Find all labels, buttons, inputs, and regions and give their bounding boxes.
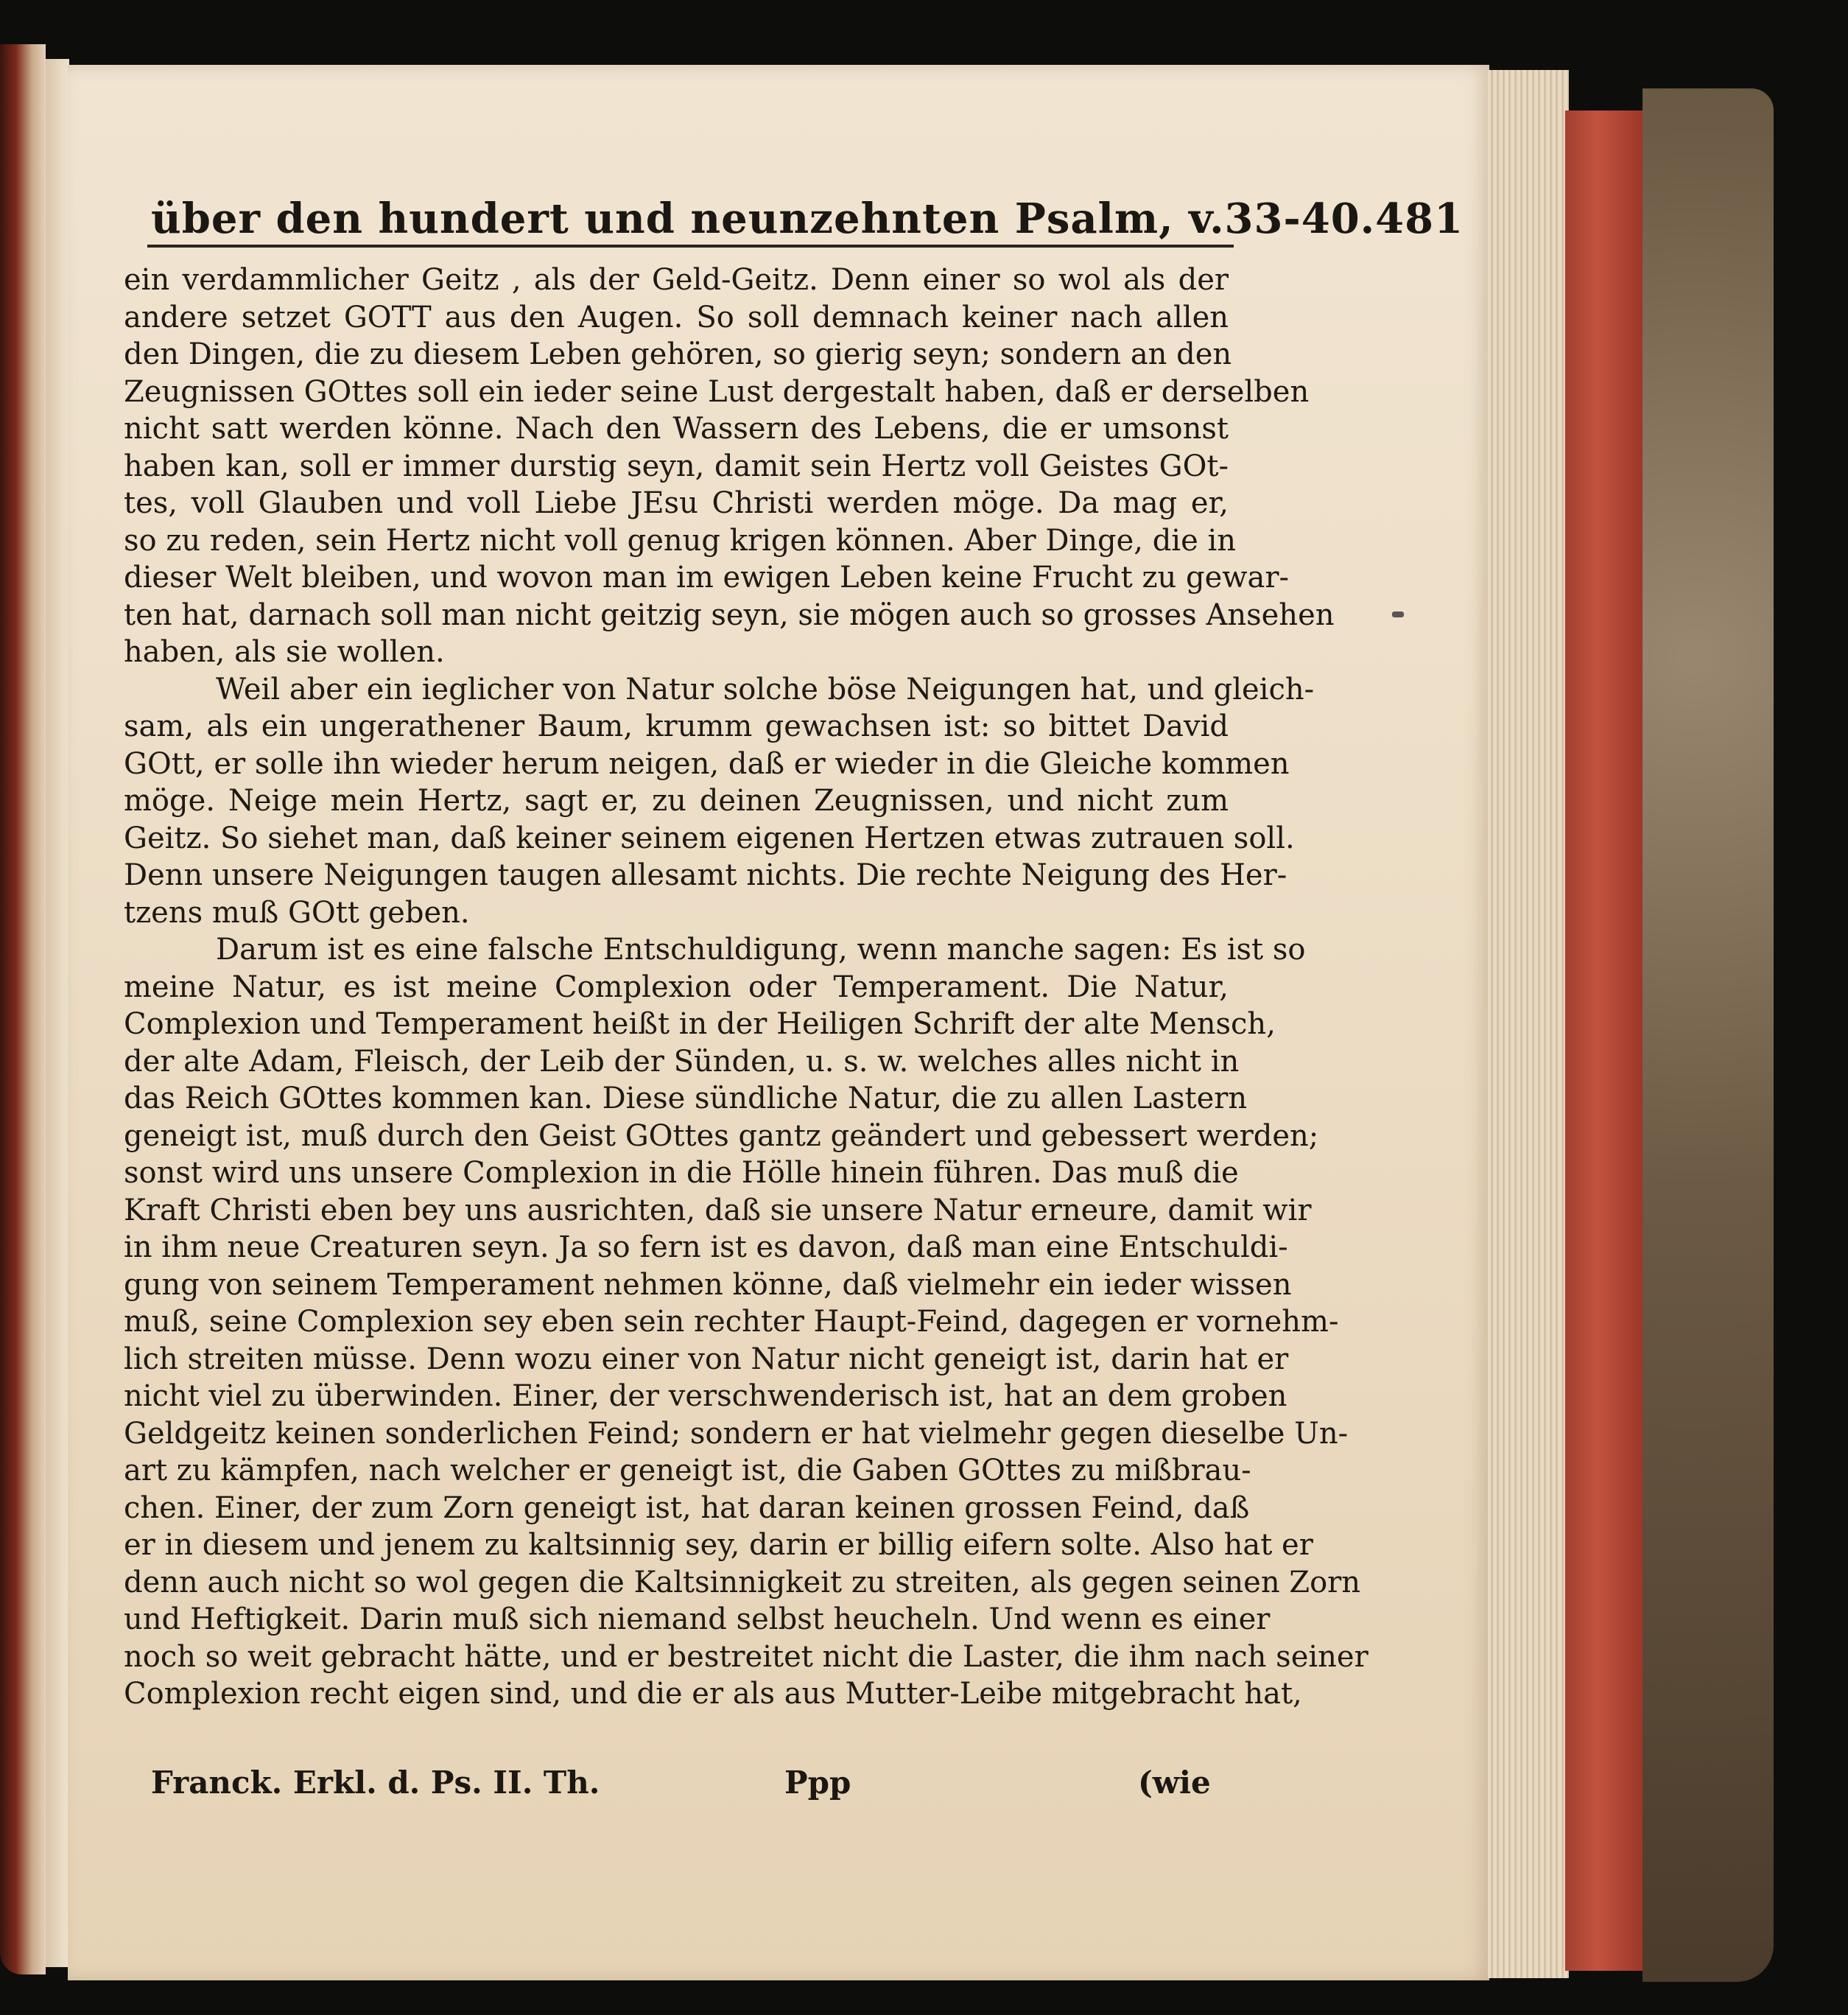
- text-line: sam, als ein ungerathener Baum, krumm gewachsen ist: so bittet David: [124, 709, 1229, 743]
- text-line: sonst wird uns unsere Complexion in die Hölle hinein führen. Das muß die: [124, 1156, 1239, 1190]
- text-line: meine Natur, es ist meine Complexion oder Temperament. Die Natur,: [124, 970, 1229, 1004]
- page-footer: [151, 1765, 1211, 1809]
- printer-signature: Franck. Erkl. d. Ps. II. Th.: [151, 1765, 600, 1801]
- text-line: so zu reden, sein Hertz nicht voll genug krigen können. Aber Dinge, die in: [124, 523, 1237, 558]
- left-page-strip: [46, 59, 69, 1967]
- text-line: haben kan, soll er immer durstig seyn, damit sein Hertz voll Geistes GOt-: [124, 449, 1229, 483]
- text-line: nicht satt werden könne. Nach den Wassern des Lebens, die er umsonst: [124, 412, 1229, 446]
- header-rule: [147, 245, 1234, 248]
- page-block-edges: [1488, 70, 1569, 1978]
- text-line: das Reich GOttes kommen kan. Diese sündliche Natur, die zu allen Lastern: [124, 1082, 1248, 1115]
- ink-smudge: [1392, 611, 1404, 617]
- text-line: dieser Welt bleiben, und wovon man im ewigen Leben keine Frucht zu gewar-: [124, 561, 1289, 595]
- catchword: (wie: [1138, 1765, 1211, 1801]
- text-line: und Heftigkeit. Darin muß sich niemand selbst heucheln. Und wenn es einer: [124, 1602, 1271, 1636]
- text-line: Geldgeitz keinen sonderlichen Feind; sondern er hat vielmehr gegen dieselbe Un-: [124, 1416, 1349, 1451]
- text-line: tes, voll Glauben und voll Liebe JEsu Christi werden möge. Da mag er,: [124, 486, 1229, 520]
- text-line: Denn unsere Neigungen taugen allesamt nichts. Die rechte Neigung des Her-: [124, 858, 1287, 892]
- signature-mark: Ppp: [784, 1765, 851, 1801]
- text-line: in ihm neue Creaturen seyn. Ja so fern ist es davon, daß man eine Entschuldi-: [124, 1230, 1288, 1264]
- book-cover: [1643, 88, 1774, 1982]
- page-number: 481: [1375, 195, 1464, 243]
- text-line: den Dingen, die zu diesem Leben gehören, so gierig seyn; sondern an den: [124, 337, 1232, 371]
- text-line: noch so weit gebracht hätte, und er bestreitet nicht die Laster, die ihm nach seiner: [124, 1639, 1369, 1674]
- text-line: Complexion recht eigen sind, und die er als aus Mutter-Leibe mitgebracht hat,: [124, 1677, 1302, 1711]
- running-title: über den hundert und neunzehnten Psalm, v.33-40.: [151, 195, 1376, 243]
- text-line: lich streiten müsse. Denn wozu einer von Natur nicht geneigt ist, darin hat er: [124, 1342, 1289, 1376]
- text-line: muß, seine Complexion sey eben sein rechter Haupt-Feind, dagegen er vornehm-: [124, 1305, 1339, 1339]
- text-line: tzens muß GOtt geben.: [124, 895, 470, 930]
- text-line: haben, als sie wollen.: [124, 635, 445, 669]
- text-line: art zu kämpfen, nach welcher er geneigt ist, die Gaben GOttes zu mißbrau-: [124, 1454, 1251, 1487]
- text-line: Complexion und Temperament heißt in der Heiligen Schrift der alte Mensch,: [124, 1007, 1276, 1041]
- text-line: der alte Adam, Fleisch, der Leib der Sünden, u. s. w. welches alles nicht in: [124, 1044, 1240, 1079]
- text-line: Darum ist es eine falsche Entschuldigung, wenn manche sagen: Es ist so: [216, 933, 1306, 967]
- body-text: [124, 262, 1369, 1713]
- text-line: er in diesem und jenem zu kaltsinnig sey, darin er billig eifern solte. Also hat er: [124, 1528, 1313, 1562]
- text-line: Kraft Christi eben bey uns ausrichten, daß sie unsere Natur erneure, damit wir: [124, 1193, 1312, 1227]
- red-page-edge: [1565, 111, 1646, 1971]
- text-line: ten hat, darnach soll man nicht geitzig seyn, sie mögen auch so grosses Ansehen: [124, 598, 1335, 632]
- text-line: geneigt ist, muß durch den Geist GOttes gantz geändert und gebessert werden;: [124, 1118, 1319, 1153]
- text-line: nicht viel zu überwinden. Einer, der verschwenderisch ist, hat an dem groben: [124, 1379, 1287, 1413]
- text-line: möge. Neige mein Hertz, sagt er, zu deinen Zeugnissen, und nicht zum: [124, 784, 1229, 818]
- text-line: denn auch nicht so wol gegen die Kaltsinnigkeit zu streiten, als gegen seinen Zorn: [124, 1565, 1361, 1599]
- text-line: Weil aber ein ieglicher von Natur solche böse Neigungen hat, und gleich-: [216, 672, 1315, 707]
- text-line: ein verdammlicher Geitz , als der Geld-Geitz. Denn einer so wol als der: [124, 263, 1229, 297]
- text-line: andere setzet GOTT aus den Augen. So soll demnach keiner nach allen: [124, 300, 1229, 334]
- text-line: Zeugnissen GOttes soll ein ieder seine Lust dergestalt haben, daß er derselben: [124, 374, 1310, 409]
- running-header: [151, 177, 1464, 243]
- text-line: Geitz. So siehet man, daß keiner seinem eigenen Hertzen etwas zutrauen soll.: [124, 821, 1295, 855]
- text-line: GOtt, er solle ihn wieder herum neigen, daß er wieder in die Gleiche kommen: [124, 746, 1290, 781]
- text-line: chen. Einer, der zum Zorn geneigt ist, hat daran keinen grossen Feind, daß: [124, 1490, 1250, 1525]
- left-page-edge: [0, 44, 46, 1974]
- text-line: gung von seinem Temperament nehmen könne, daß vielmehr ein ieder wissen: [124, 1267, 1292, 1302]
